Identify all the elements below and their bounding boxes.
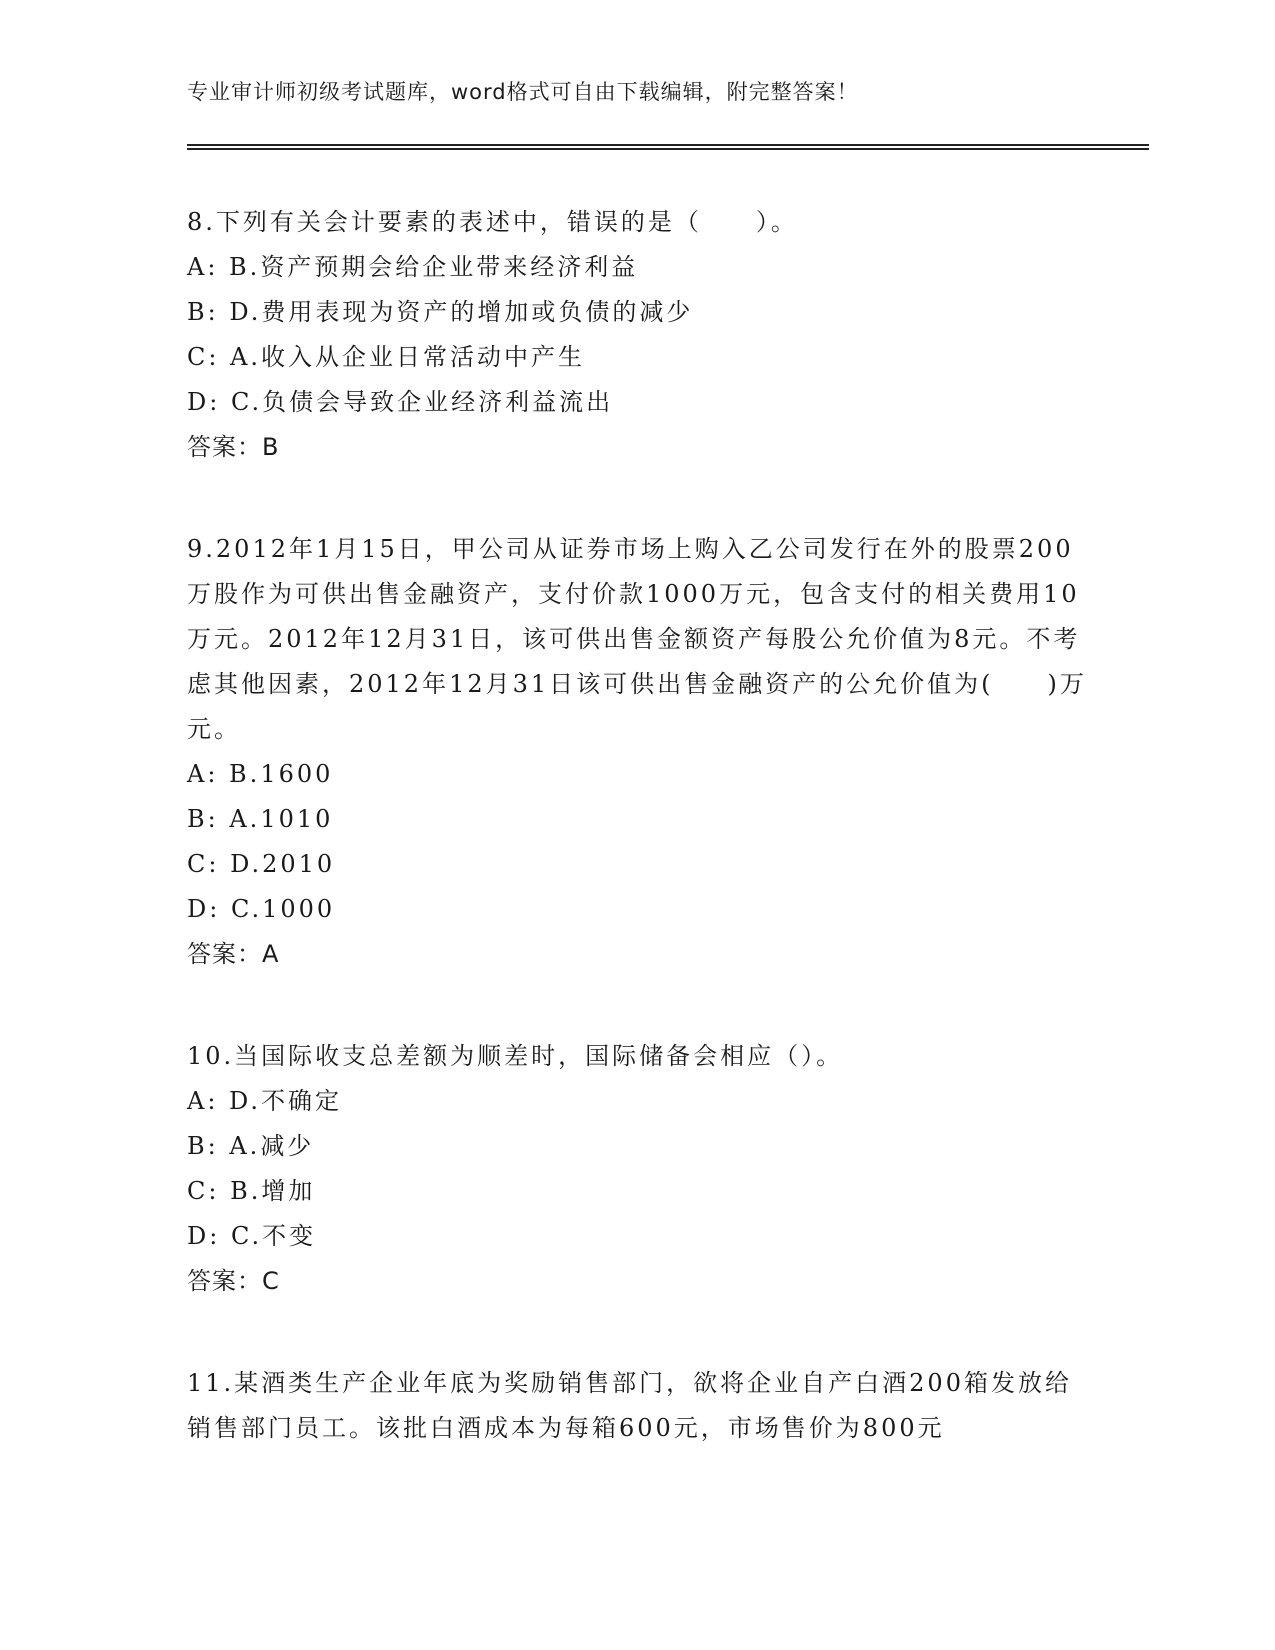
option-d: D: C.1000 [187, 895, 336, 923]
option-c: C: A.收入从企业日常活动中产生 [187, 343, 586, 371]
question-text: 10.当国际收支总差额为顺差时，国际储备会相应（）。 [187, 1042, 844, 1070]
option-d: D: C.负债会导致企业经济利益流出 [187, 388, 614, 416]
option-b: B: A.1010 [187, 805, 334, 833]
answer-line: 答案：B [187, 433, 280, 461]
option-b: B: A.减少 [187, 1132, 315, 1160]
question-list [187, 200, 1087, 1508]
question-8 [187, 200, 1087, 470]
question-9 [187, 527, 1087, 977]
question-11 [187, 1361, 1087, 1451]
question-text: 8.下列有关会计要素的表述中，错误的是（ ）。 [187, 208, 798, 236]
option-a: A: B.资产预期会给企业带来经济利益 [187, 253, 639, 281]
option-d: D: C.不变 [187, 1222, 317, 1250]
question-text: 11.某酒类生产企业年底为奖励销售部门，欲将企业自产白酒200箱发放给销售部门员工。该批白酒成本为每箱600元，市场售价为800元 [187, 1369, 1072, 1442]
option-a: A: B.1600 [187, 760, 334, 788]
question-text: 9.2012年1月15日，甲公司从证券市场上购入乙公司发行在外的股票200万股作为可供出售金融资产，支付价款1000万元，包含支付的相关费用10万元。2012年12月31日，该可供出售金额资产每股公允价值为8元。不考虑其他因素，2012年12月31日该可供出售金融资产的公允价值为( )万元。 [187, 535, 1087, 743]
answer-line: 答案：C [187, 1267, 280, 1295]
option-b: B: D.费用表现为资产的增加或负债的减少 [187, 298, 694, 326]
option-c: C: D.2010 [187, 850, 336, 878]
header-double-rule [187, 144, 1149, 150]
page-header: 专业审计师初级考试题库，word格式可自由下载编辑，附完整答案！ [187, 80, 859, 104]
answer-line: 答案：A [187, 940, 280, 968]
question-10 [187, 1034, 1087, 1304]
option-c: C: B.增加 [187, 1177, 316, 1205]
option-a: A: D.不确定 [187, 1087, 343, 1115]
